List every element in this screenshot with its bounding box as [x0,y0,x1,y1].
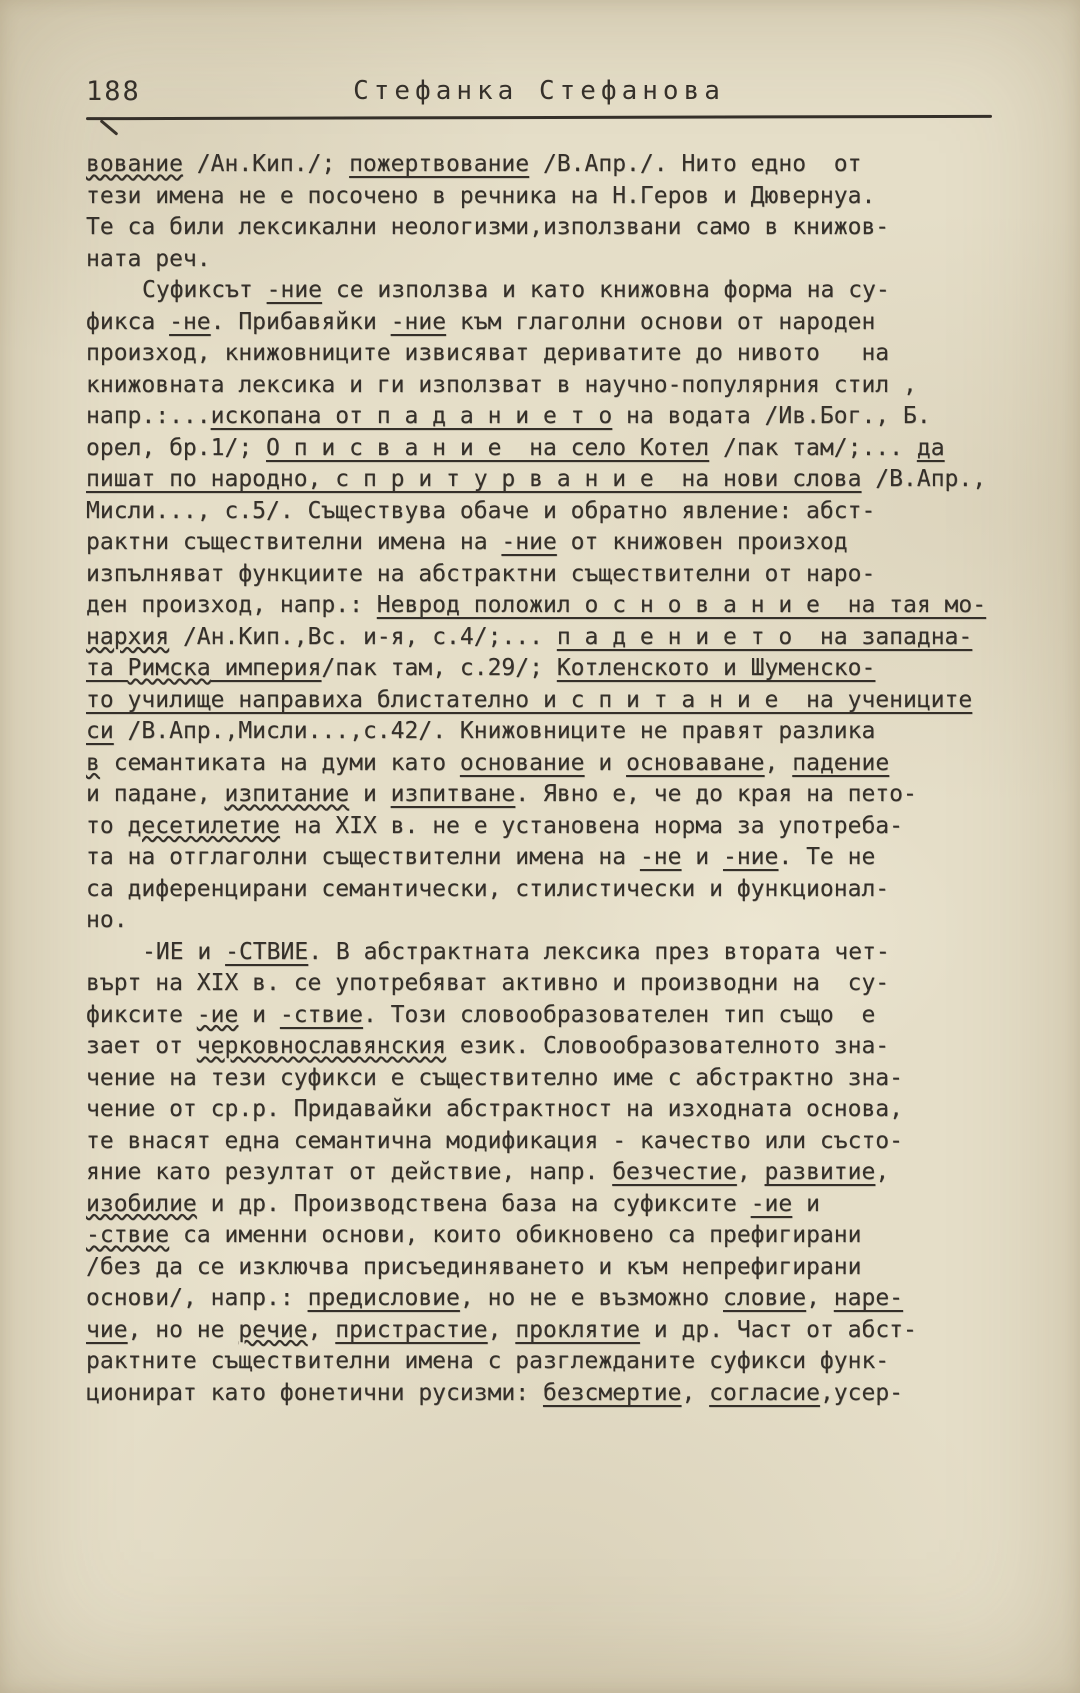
text-segment: рактните съществителни имена с разглежданите суфикси функ- [86,1348,890,1374]
text-segment: . Те не [778,844,876,870]
text-segment: Те са били лексикални неологизми,използвани само в книжов- [86,214,890,240]
text-line [86,370,992,402]
running-title: Стефанка Стефанова [353,76,725,106]
text-line [86,1252,992,1284]
underlined-text: -ние [266,277,323,303]
text-segment: то [86,812,128,839]
underlined-text: -ние [390,308,447,335]
text-segment: . Прибавяйки [210,308,391,335]
text-line [86,1378,992,1410]
underlined-text: -ствие [279,1001,363,1028]
text-line [86,464,992,496]
underlined-text: падение [792,749,890,776]
text-segment: на XIX в. не е установена норма за употреба- [279,812,903,839]
underlined-text: п а д е н и е т о на западна- [556,623,973,650]
underlined-text: безсмертие [542,1379,682,1406]
text-line [86,338,992,370]
text-segment: ната реч. [86,245,211,272]
underlined-text: та [86,655,128,681]
text-segment: чение от ср.р. Придавайки абстрактност на изходната основа, [86,1096,903,1122]
underlined-text: черковнославянския [196,1033,447,1059]
text-segment: /без да се изключва присъединяването и към непрефигирани [86,1253,862,1280]
text-segment: , [736,1159,765,1185]
text-segment: /В.Апр., [861,466,987,492]
text-segment: те внасят една семантична модификация - качество или състо- [86,1127,903,1154]
text-segment: напр.:... [86,403,211,429]
text-line [86,874,992,906]
underlined-text: десетилетие [127,812,280,839]
text-line [86,590,992,622]
text-segment: рактни съществителни имена на [86,529,502,555]
text-line [86,496,992,528]
underlined-text: Котленското и Шуменско- [556,655,876,681]
text-line [86,181,992,213]
text-line [86,275,992,307]
pen-mark [100,119,119,135]
text-segment: и [238,1001,280,1028]
text-line [86,1126,992,1158]
text-segment: фикса [86,308,170,335]
text-segment: и др. Част от абст- [639,1316,917,1343]
underlined-text: основание [459,749,585,776]
text-segment: фиксите [86,1001,197,1028]
text-segment: , [681,1379,710,1406]
text-segment: , [806,1285,834,1311]
text-segment: , но не е възможно [459,1285,723,1311]
underlined-text: изпитване [390,781,516,807]
underlined-text: изобилие [86,1190,197,1217]
text-segment: Суфиксът [142,277,267,303]
text-segment: . В абстрактната лексика през втората чет- [308,938,890,965]
underlined-text: словие [723,1285,807,1311]
text-segment: , [875,1159,890,1185]
text-segment: /Ан.Кип./; [182,151,350,177]
text-segment: . Този словообразователен тип също е [362,1001,876,1028]
text-segment: и падане, [86,781,225,807]
underlined-text: согласие [709,1379,820,1406]
text-line [86,1031,992,1063]
text-segment: ден произход, напр.: [86,592,377,618]
text-line [86,559,992,591]
underlined-text: -не [169,308,211,335]
text-line [86,811,992,843]
text-segment: ционират като фонетични русизми: [86,1379,543,1406]
text-segment: орел, бр.1/; [86,434,267,461]
underlined-text: чие [86,1316,128,1343]
text-segment: се използва и като книжовна форма на су- [322,277,890,303]
text-segment: книжовната лексика и ги използват в научно-популярния стил , [86,371,917,398]
text-segment: зает от [86,1033,197,1059]
underlined-text: развитие [764,1159,876,1185]
text-segment: /Ан.Кип.,Вс. и-я, с.4/;... [169,623,557,650]
text-line [86,968,992,1000]
text-segment: но. [86,907,128,933]
underlined-text: -ие [196,1001,239,1028]
text-segment: и [349,781,391,807]
text-line [86,1094,992,1126]
underlined-text: основаване [626,749,765,776]
text-segment: /В.Апр./. Нито едно от [529,151,862,177]
underlined-text: наре- [833,1285,904,1311]
text-line [86,307,992,339]
text-segment: яние като резултат от действие, напр. [86,1159,613,1185]
underlined-text: -не [639,844,682,870]
underlined-text: -СТВИЕ [225,938,309,965]
text-segment: Мисли..., с.5/. Съществува обаче и обратно явление: абст- [86,497,876,524]
text-line [86,779,992,811]
text-segment: , [307,1316,336,1343]
text-line [86,212,992,244]
text-line [86,1157,992,1189]
text-segment: . Явно е, че до края на пето- [515,781,917,807]
underlined-text: да [916,434,945,461]
underlined-text: то училище направиха блистателно и с п и т а н и е на учениците [86,686,973,713]
text-segment: произход, книжовниците извисяват дериватите до нивото на [86,340,890,366]
underlined-text: Неврод положил о с н о в а н и е на тая мо- [376,592,987,618]
text-segment: , [764,749,793,776]
underlined-text: проклятие [515,1316,640,1343]
text-segment: към глаголни основи от народен [446,308,876,335]
text-segment: и [584,749,627,776]
text-segment: тези имена не е посочено в речника на Н.Геров и Дювернуа. [86,182,876,209]
text-line [86,1063,992,1095]
text-line [86,1283,992,1315]
text-line [86,622,992,654]
text-segment: език. Словообразователното зна- [446,1033,890,1059]
underlined-text: -ствие [86,1222,170,1248]
underlined-text: в [86,749,100,776]
underlined-text: -ние [501,529,557,555]
underlined-text: изпитание [224,781,350,807]
text-segment: та на отглаголни съществителни имена на [86,844,640,870]
underlined-text: империя [210,655,322,681]
text-segment: са именни основи, които обикновено са префигирани [169,1222,862,1248]
text-line [86,1000,992,1032]
text-line [86,1220,992,1252]
text-line [86,149,992,181]
text-segment: от книжовен произход [556,529,848,555]
text-segment: /пак там/;... [709,434,917,461]
text-line [86,842,992,874]
underlined-text: вование [86,151,183,177]
underlined-text: Римска [127,655,211,681]
text-line [86,653,992,685]
text-segment: /пак там, с.29/; [321,655,557,681]
text-line [86,244,992,276]
underlined-text: -ние [722,844,779,870]
text-segment: семантиката на думи като [99,749,460,776]
text-segment: и др. Производствена база на суфиксите [196,1190,751,1217]
page-header [86,0,992,112]
text-segment: на водата /Ив.Бог., Б. [612,403,931,429]
text-segment: основи/, напр.: [86,1285,308,1311]
text-line [86,716,992,748]
underlined-text: пожертвование [349,151,530,177]
underlined-text: ископана от п а д а н и е т о [210,403,613,429]
text-segment: /В.Апр.,Мисли...,с.42/. Книжовниците не правят разлика [113,718,876,744]
underlined-text: О п и с в а н и е на село Котел [266,434,710,461]
text-line [86,527,992,559]
text-segment: , [487,1316,516,1343]
underlined-text: речие [238,1316,308,1343]
underlined-text: нархия [86,623,170,650]
text-line [86,433,992,465]
text-line [86,401,992,433]
text-segment: ,усер- [819,1379,904,1406]
text-segment: изпълняват функциите на абстрактни съществителни от наро- [86,560,876,587]
text-line [86,1189,992,1221]
page-number: 188 [86,76,141,107]
text-line [86,685,992,717]
text-line [86,748,992,780]
text-line [86,905,992,937]
underlined-text: безчестие [612,1159,737,1185]
text-segment: , но не [127,1316,239,1343]
text-segment: -ИЕ и [142,938,226,965]
text-body [86,149,992,1409]
underlined-text: пристрастие [335,1316,488,1343]
text-segment: върт на XIX в. се употребяват активно и производни на су- [86,970,890,996]
underlined-text: си [86,718,114,744]
text-line [86,937,992,969]
underlined-text: пишат по народно, с п р и т у р в а н и е на нови слова [86,466,862,492]
text-segment: и [681,844,723,870]
text-line [86,1346,992,1378]
text-segment: и [792,1190,820,1217]
header-rule [86,115,992,120]
text-segment: чение на тези суфикси е съществително име с абстрактно зна- [86,1064,903,1091]
text-segment: са диференцирани семантически, стилистически и функционал- [86,875,890,902]
underlined-text: -ие [750,1190,793,1217]
underlined-text: предисловие [307,1285,460,1311]
text-line [86,1315,992,1347]
